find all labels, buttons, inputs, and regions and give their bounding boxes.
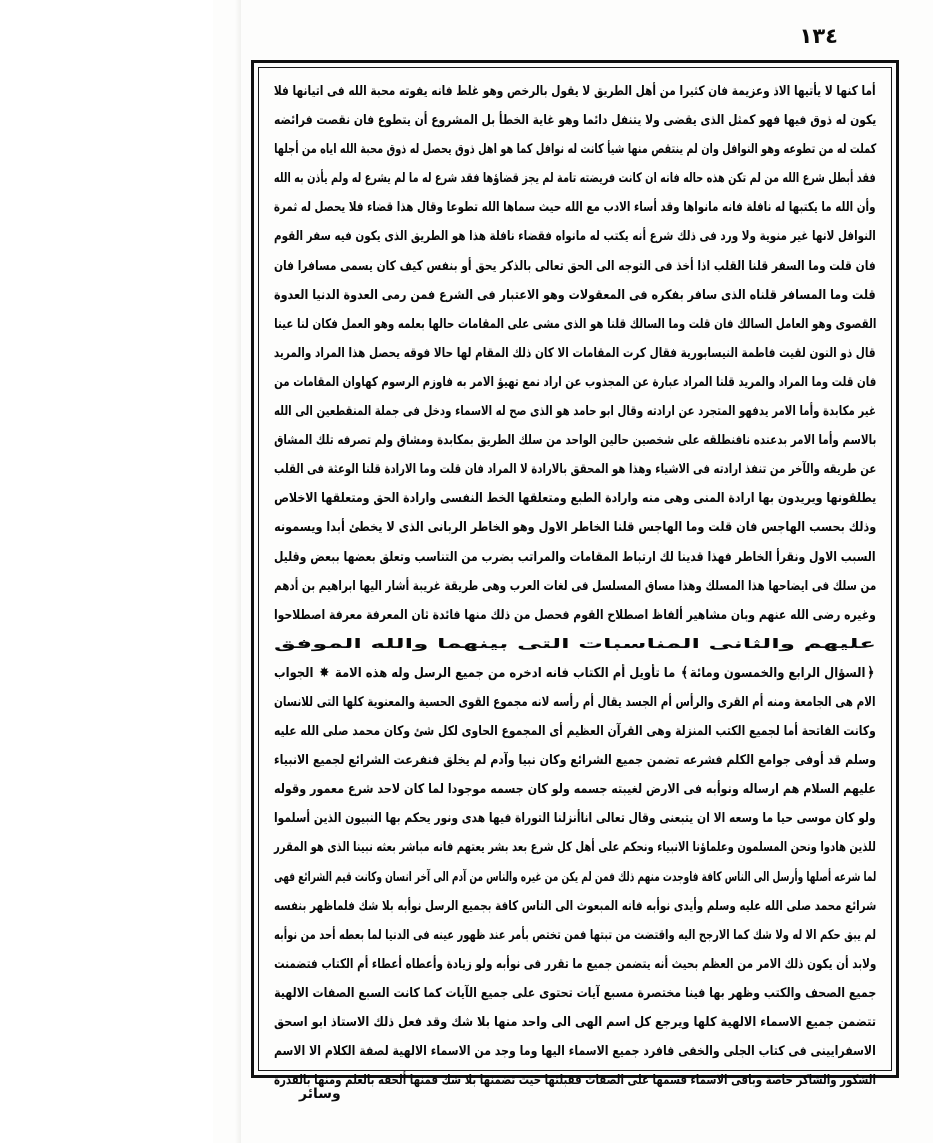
body-line-text: يطلقونها ويريدون بها ارادة المنى وهى منه وارادة الطبع ومتعلقها الخط النفسى وارادة الحق ومتعلقها الاخلاص [273,491,876,507]
body-line-text: من سلك فى ايضاحها هذا المسلك وهذا مساق المسلسل فى لغات العرب وهى طريقة غريبة أشار اليها ابراهيم بن أدهم [273,578,876,594]
body-line-text: ولو كان موسى حيا ما وسعه الا ان يتبعنى وقال تعالى اناأنزلنا التوراة فيها هدى ونور يحكم بها النبيون الذين أسلموا [274,811,876,827]
body-line [274,222,876,251]
body-line-text: للذين هادوا ونحن المسلمون وعلماؤنا الانبياء ونحكم على أهل كل شرع بعد بشر يعتهم فانه مباشر بعثه نبينا الذى هو المقرر [274,840,876,856]
ornament-open-icon: ﴿ [867,664,875,681]
body-line-text: ولابد أن يكون ذلك الامر من العظم بحيث أنه يتضمن جميع ما تقرر فى نوأبه ولو زيادة وأعطاه أعطاء أم الكتاب فتضمنت [273,956,876,972]
body-line-text: فان قلت وما المراد والمريد قلنا المراد عبارة عن المجذوب عن اراد نمع تهيؤ الامر به فاوزم الرسوم كهاوان المقامات من [273,374,876,390]
body-line-text: بالاسم وأما الامر بدعنده نافنطلقه على شخصين حالين الواحد من سلك الطريق بمكابدة ومشاق ولم تصرفه تلك المشاق [273,433,876,449]
body-line-text: الام هى الجامعة ومنه أم القرى والرأس أم الجسد يقال أم رأسه لانه مجموع القوى الحسية والمعنوية كلها التى للانسان [274,694,876,710]
catchword: وسائر [299,1086,341,1102]
body-line [274,688,876,717]
body-line-text: عن طريقه والآخر من تنفذ ارادته فى الاشياء وهذا هو المحقق بالارادة لا المراد فان قلت وما الارادة قلنا الوعثة فى القلب [273,462,876,478]
body-line [274,746,876,775]
body-line [274,164,876,193]
body-line [274,572,876,601]
body-line-text: أما كنها لا يأتيها الاذ وعزيمة فان كثيرا من أهل الطريق لا يقول بالرخص وهو غلط فانه يفوته محبة الله فى اتيانها فلا [274,84,876,99]
body-line [274,339,876,368]
body-line [274,630,876,659]
body-line-text: وذلك بحسب الهاجس فان قلت وما الهاجس قلنا الخاطر الاول وهو الخاطر الربانى الذى لا يخطئ أبدا ويسمونه [273,520,876,536]
body-line-text: الاسفرايينى فى كتاب الجلى والخفى فافرد جميع الاسماء اليها وما وجد من الاسماء الالهية لصفة الكلام الا الاسم [274,1044,876,1060]
body-line [274,775,876,804]
body-line [274,455,876,484]
body-line-text: لما شرعه أصلها وأرسل الى الناس كافة فاوجدت منهم ذلك فمن لم يكن من غيره والناس من آدم الى آخر انسان وكانت قيم الشرائع فهى [273,869,876,885]
body-line-text: السبب الاول ونقرأ الخاطر فهذا قدينا لك ارتباط المقامات والمراتب بضرب من التناسب وتعلق بعضها ببعض وقليل [274,549,876,565]
body-line [274,1008,876,1037]
body-line [274,863,876,892]
body-line-text: عليهم والثانى المناسبات التى بينهما والله الموفق [273,636,876,652]
body-line [274,601,876,630]
body-line [274,193,876,222]
body-line-text: النوافل لانها غير منوية ولا ورد فى ذلك شرع أنه يكتب له مانواه فقضاء نافلة هذا هو الطريق الذى يكون فيه سفر القوم [274,229,876,245]
body-line [274,310,876,339]
body-line-text: القصوى وهو العامل السالك فان قلت وما السالك قلنا هو الذى مشى على المقامات حالها بعلمه وهو العمل فكان لنا عينا [273,316,876,332]
body-line [274,281,876,310]
body-line [274,397,876,426]
body-line-text: كملت له من تطوعه وهو النوافل وان لم ينتقص منها شيأ كانت له نوافل كما هو اهل ذوق يحصل له ذوق محبة الله اياه من أجلها [273,142,876,158]
section-heading [274,659,876,688]
manuscript-page [213,0,933,1143]
body-line-text: تتضمن جميع الاسماء الالهية كلها ويرجع كل اسم الهى الى واحد منها بلا شك وقد فعل ذلك الاستاذ ابو اسحق [273,1015,876,1030]
body-line [274,804,876,833]
body-line-text: عليهم السلام هم ارساله ونوأبه فى الارض لغيبته جسمه ولو كان جسمه موجودا لما كان لاحد شرع معمور وقوله [274,782,876,798]
folio-number: ١٣٤ [799,24,838,48]
section-heading-question: ما تأويل أم الكتاب فانه ادخره من جميع الرسل وله هذه الامة [330,665,680,681]
body-line [274,892,876,921]
body-line-text: فان قلت وما السفر قلنا القلب اذا أخذ فى التوجه الى الحق تعالى بالذكر يحق أو بنفس كيف كان يسمى مسافرا فان [274,258,876,274]
body-line-text: قال ذو النون لقيت فاطمة النيسابورية فقال كرت المقامات الا كان ذلك المقام لها حالا فوقه يحصل هذا المراد والمريد [274,345,876,361]
body-line [274,1066,876,1095]
body-line-text: وكانت الفاتحة أما لجميع الكتب المنزلة وهى القرآن العظيم أى المجموع الحاوى لكل شئ وكان محمد صلى الله عليه [274,724,876,740]
body-line-text: جميع الصحف والكتب وظهر بها فينا مختصرة مسبع آيات تحتوى على جميع الآيات كما كانت السبع الصفات الالهية [273,985,876,1001]
body-line [274,717,876,746]
body-line [274,979,876,1008]
body-line-text: يكون له ذوق فيها فهو كمثل الذى يقضى ولا يتنفل دائما وهو غاية الخطأ بل المشروع أن يتطوع فان نقصت فرائضه [273,113,876,129]
body-line [274,921,876,950]
body-line-text: وسلم قد أوفى جوامع الكلم فشرعه تضمن جميع الشرائع وكان نبيا وآدم لم يخلق فنفرعت الشرائع لجميع الانبياء [274,753,876,769]
body-line [274,368,876,397]
body-line [274,1037,876,1066]
body-line-text: شرائع محمد صلى الله عليه وسلم وأيدى نوأبه فانه المبعوث الى الناس كافة بجميع الرسل نوأبه بلا شك فلماظهر بنفسه [273,898,876,914]
body-line [274,252,876,281]
section-heading-title: السؤال الرابع والخمسون ومائة [689,665,866,681]
body-line [274,135,876,164]
ornament-star-icon: ✸ [319,664,330,681]
body-line-text: فقد أبطل شرع الله من لم تكن هذه حاله فانه ان كانت فريضته تامة لم يجز قضاؤها فقد شرع له ما لم يشرع له ولم يأذن به الله [274,171,876,187]
page-border-inner [258,67,892,1089]
body-line [274,543,876,572]
body-line [274,77,876,106]
body-line [274,426,876,455]
body-text-block [268,75,882,1089]
answer-label: الجواب [273,665,318,681]
page-border-outer [251,60,899,1089]
body-line [274,484,876,513]
body-line-text: قلت وما المسافر قلناه الذى سافر بفكره فى المعقولات وهو الاعتبار فى الشرع فمن رمى العدوة الدنيا العدوة [274,287,876,303]
body-line-text: لم يبق حكم الا له ولا شك كما الارجح اليه واقتضت من تبتها فمن تختص بأمر عند ظهور عينه فى الدنيا لما بعطه أحد من نوأبه [274,927,876,943]
body-line [274,950,876,979]
body-line [274,833,876,862]
body-line [274,513,876,542]
body-line-text: وأن الله ما يكتبها له نافلة فانه مانواها وقد أساء الادب مع الله حيث سماها الله تطوعا وقال هذا قضاء فلا يحصل له ثمرة [274,200,876,216]
body-line-text: الشكور والشاكر خاصة وباقى الاسماء قسمها على الصفات فقبلتها حيث تضمنها بلا شك فمنها ألحقه بالعلم ومنها بالقدرة [273,1073,876,1089]
ornament-close-icon: ﴾ [681,664,689,681]
body-line-text: وغيره رضى الله عنهم وبان مشاهير ألفاظ اصطلاح القوم فحصل من ذلك منها فائدة ثان المعرفة معرفة اصطلاحوا [274,607,876,623]
body-line [274,106,876,135]
body-line-text: غير مكابدة وأما الامر يدفهو المتجرد عن ارادته وقال ابو حامد هو الذى صح له الاسماء ودخل فى جملة المنقطعين الى الله [274,404,876,420]
